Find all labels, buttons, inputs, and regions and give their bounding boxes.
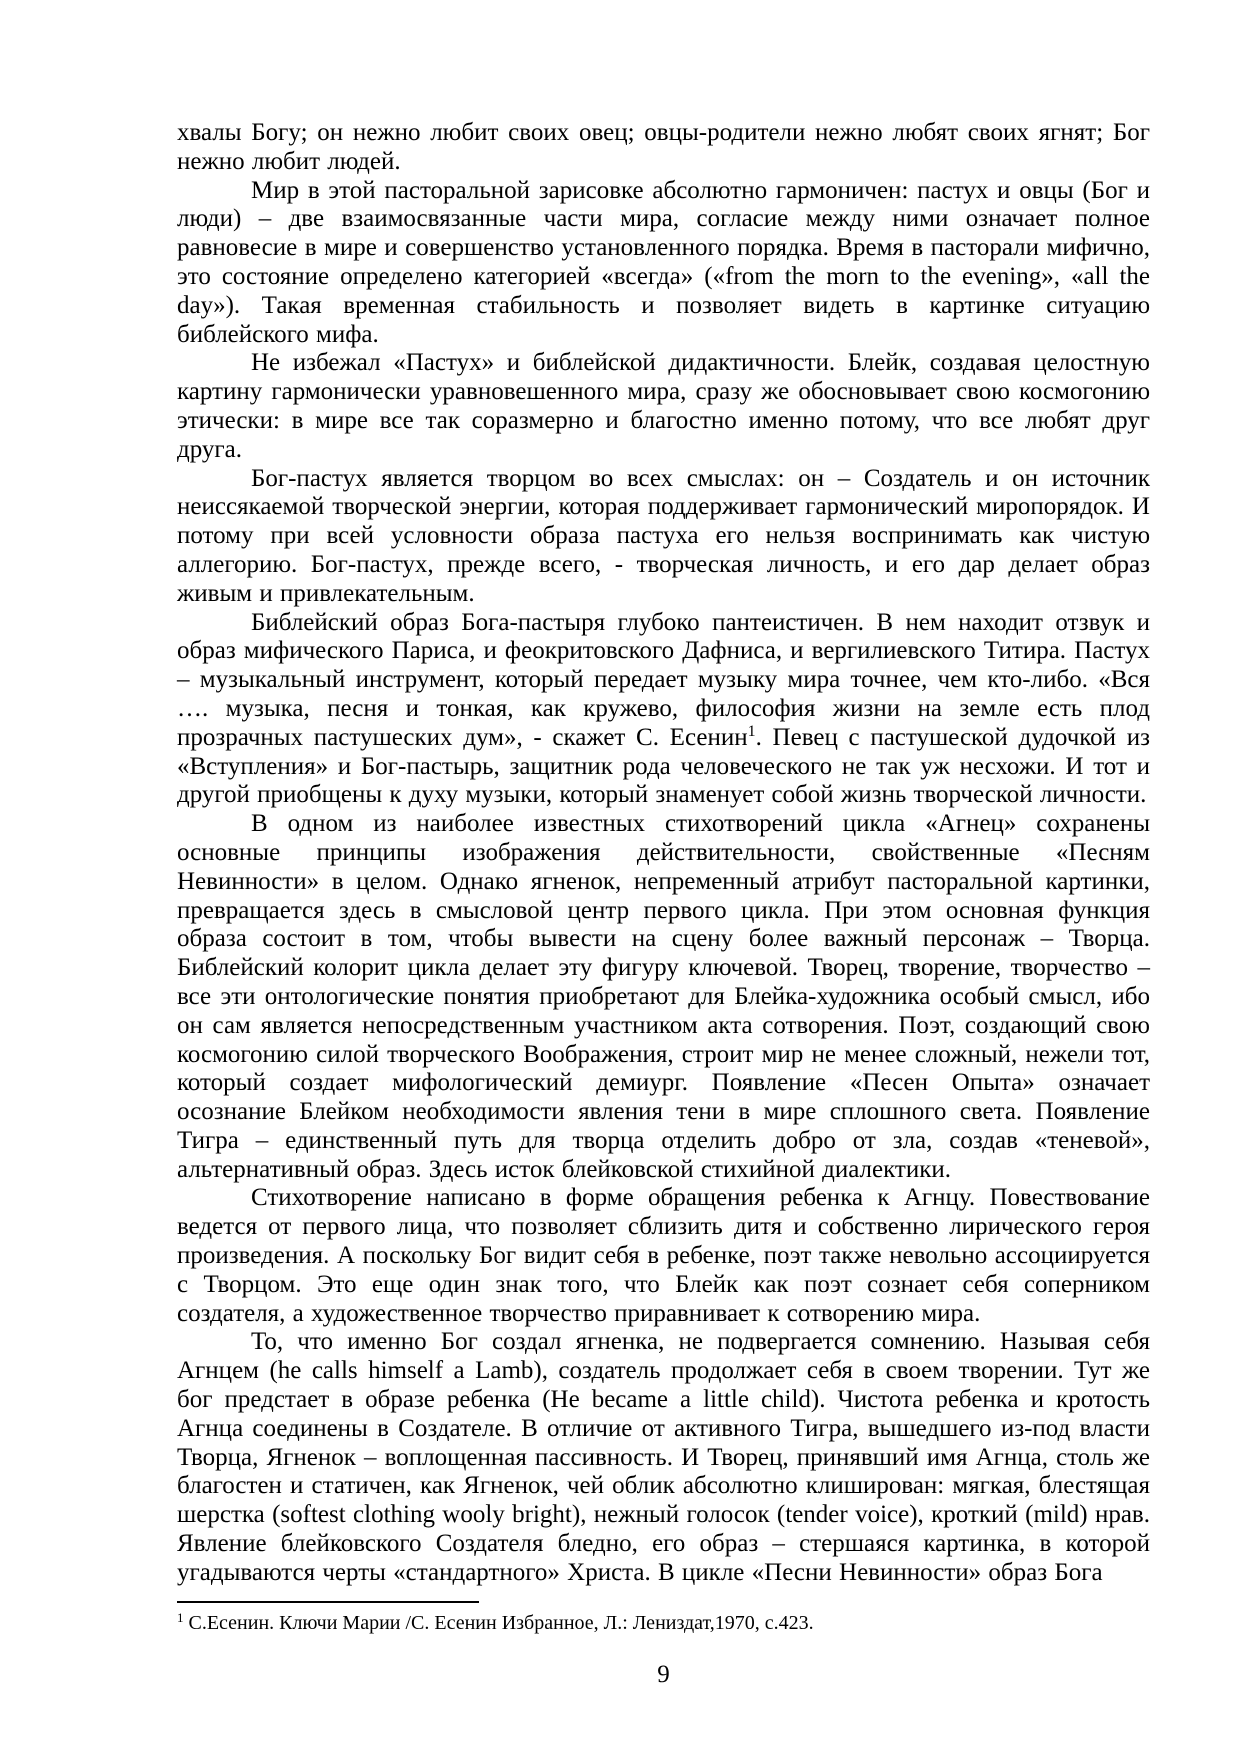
body-paragraph-3: Не избежал «Пастух» и библейской дидактичности. Блейк, создавая целостную картину гармонически уравновешенного мира, сразу же обосновывает свою космогонию этически: в мире все так соразмерно и благостно именно потому, что все любят друг друга. xyxy=(177,349,1150,463)
body-paragraph-5 xyxy=(177,609,1150,811)
paragraph-text: . Певец с пастушеской дудочкой из «Вступления» и Бог-пастырь, защитник рода человеческого не так уж несхожи. И тот и другой приобщены к духу музыки, который знаменует собой жизнь творческой личности. xyxy=(177,723,1150,809)
body-paragraph-4: Бог-пастух является творцом во всех смыслах: он – Создатель и он источник неиссякаемой творческой энергии, которая поддерживает гармонический миропорядок. И потому при всей условности образа пастуха его нельзя воспринимать как чистую аллегорию. Бог-пастух, прежде всего, - творческая личность, и его дар делает образ живым и привлекательным. xyxy=(177,464,1150,607)
text-block xyxy=(177,119,1150,1588)
page-number: 9 xyxy=(657,1661,670,1688)
paragraph-text: Библейский образ Бога-пастыря глубоко пантеистичен. В нем находит отзвук и образ мифического Париса, и феокритовского Дафниса, и вергилиевского Титира. Пастух – музыкальный инструмент, который передает музыку мира точнее, чем кто-либо. «Вся …. музыка, песня и тонкая, как кружево, философия жизни на земле есть плод прозрачных пастушеских дум», - скажет С. Есенин xyxy=(177,608,1150,751)
footnote-separator-line xyxy=(177,1601,479,1603)
body-paragraph-8: То, что именно Бог создал ягненка, не подвергается сомнению. Называя себя Агнцем (he calls himself a Lamb), создатель продолжает себя в своем творении. Тут же бог предстает в образе ребенка (He became a little child). Чистота ребенка и кротость Агнца соединены в Создателе. В отличие от активного Тигра, вышедшего из-под власти Творца, Ягненок – воплощенная пассивность. И Творец, принявший имя Агнца, столь же благостен и статичен, как Ягненок, чей облик абсолютно клиширован: мягкая, блестящая шерстка (softest clothing wooly bright), нежный голосок (tender voice), кроткий (mild) нрав. Явление блейковского Создателя бледно, его образ – стершаяся картинка, в которой угадываются черты «стандартного» Христа. В цикле «Песни Невинности» образ Бога xyxy=(177,1328,1150,1586)
footnote-marker: 1 xyxy=(177,1610,184,1625)
body-paragraph-7: Стихотворение написано в форме обращения ребенка к Агнцу. Повествование ведется от первого лица, что позволяет сблизить дитя и собственно лирического героя произведения. А поскольку Бог видит себя в ребенке, поэт также невольно ассоциируется с Творцом. Это еще один знак того, что Блейк как поэт сознает себя соперником создателя, а художественное творчество приравнивает к сотворению мира. xyxy=(177,1184,1150,1327)
body-paragraph-1: хвалы Богу; он нежно любит своих овец; овцы-родители нежно любят своих ягнят; Бог нежно любит людей. xyxy=(177,119,1150,175)
body-paragraph-2: Мир в этой пасторальной зарисовке абсолютно гармоничен: пастух и овцы (Бог и люди) – две взаимосвязанные части мира, согласие между ними означает полное равновесие в мире и совершенство установленного порядка. Время в пасторали мифично, это состояние определено категорией «всегда» («from the morn to the evening», «all the day»). Такая временная стабильность и позволяет видеть в картинке ситуацию библейского мифа. xyxy=(177,176,1150,348)
footnote-reference-marker: 1 xyxy=(747,722,756,740)
footnote xyxy=(177,1612,1150,1635)
body-paragraph-6: В одном из наиболее известных стихотворений цикла «Агнец» сохранены основные принципы изображения действительности, свойственные «Песням Невинности» в целом. Однако ягненок, непременный атрибут пасторальной картинки, превращается здесь в смысловой центр первого цикла. При этом основная функция образа состоит в том, чтобы вывести на сцену более важный персонаж – Творца. Библейский колорит цикла делает эту фигуру ключевой. Творец, творение, творчество – все эти онтологические понятия приобретают для Блейка-художника особый смысл, ибо он сам является непосредственным участником акта сотворения. Поэт, создающий свою космогонию силой творческого Воображения, строит мир не менее сложный, нежели тот, который создает мифологический демиург. Появление «Песен Опыта» означает осознание Блейком необходимости явления тени в мире сплошного света. Появление Тигра – единственный путь для творца отделить добро от зла, создав «теневой», альтернативный образ. Здесь исток блейковской стихийной диалектики. xyxy=(177,810,1150,1183)
footnote-text: С.Есенин. Ключи Марии /С. Есенин Избранное, Л.: Лениздат,1970, с.423. xyxy=(183,1612,814,1634)
